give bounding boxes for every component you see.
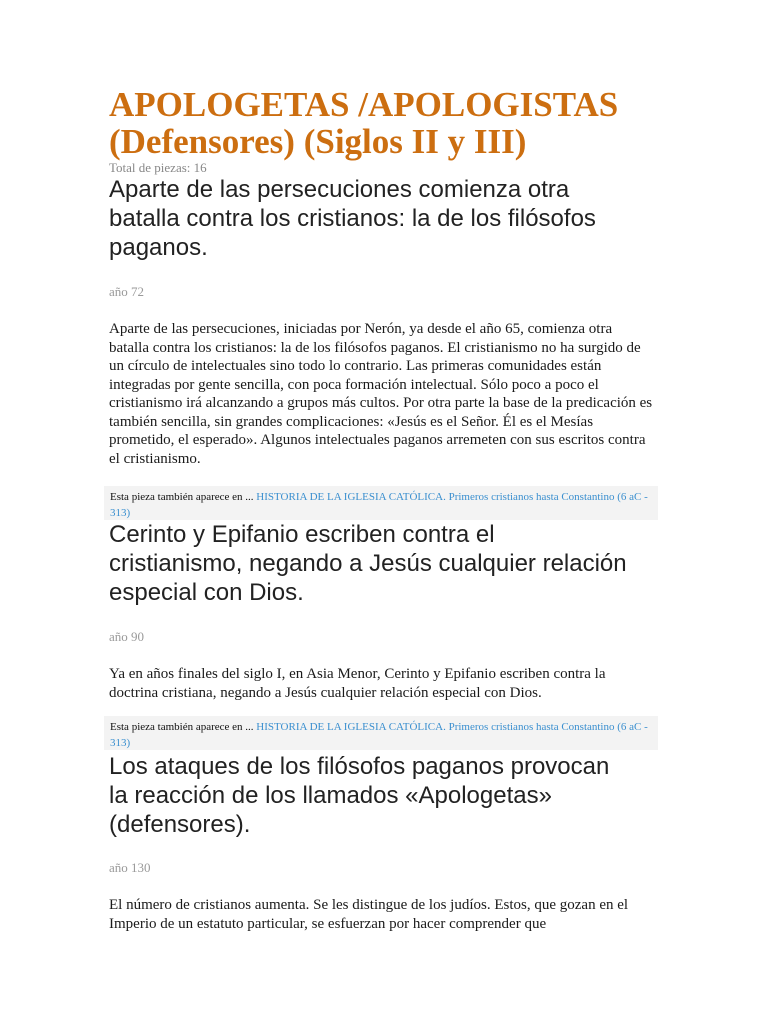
sub-collection-link[interactable]: Primeros cristianos hasta Constantino (6 aC - 313)	[110, 721, 648, 749]
sub-collection-link[interactable]: Primeros cristianos hasta Constantino (6 aC - 313)	[110, 491, 648, 519]
also-appears-box	[104, 486, 658, 520]
piece-body: Aparte de las persecuciones, iniciadas por Nerón, ya desde el año 65, comienza otra batalla contra los cristianos: la de los filósofos paganos. El cristianismo no ha surgido de un círculo de intelectuales sino todo lo contrario. Las primeras comunidades están integradas por gente sencilla, con poca formación intelectual. Sólo poco a poco el cristianismo irá alcanzando a grupos más cultos. Por otra parte la base de la predicación es también sencilla, sin grandes complicaciones: «Jesús es el Señor. Él es el Mesías prometido, el esperado». Algunos intelectuales paganos arremeten con sus escritos contra el cristianismo.	[109, 321, 653, 467]
piece-body: Ya en años finales del siglo I, en Asia Menor, Cerinto y Epifanio escriben contra la doctrina cristiana, negando a Jesús cualquier relación especial con Dios.	[109, 666, 606, 701]
piece-title: Aparte de las persecuciones comienza otra batalla contra los cristianos: la de los filósofos paganos.	[109, 176, 596, 261]
total-pieces	[109, 160, 207, 176]
total-pieces-label: Total de piezas:	[109, 160, 191, 175]
also-appears-box	[104, 716, 658, 750]
also-appears-label: Esta pieza también aparece en ...	[110, 721, 254, 733]
collection-link[interactable]: HISTORIA DE LA IGLESIA CATÓLICA.	[256, 721, 446, 733]
also-appears-label: Esta pieza también aparece en ...	[110, 491, 254, 503]
piece-year: año 72	[109, 284, 145, 299]
page-title: APOLOGETAS /APOLOGISTAS (Defensores) (Siglos II y III)	[109, 85, 619, 161]
piece-year: año 130	[109, 860, 151, 875]
piece-year: año 90	[109, 629, 145, 644]
piece-title: Los ataques de los filósofos paganos provocan la reacción de los llamados «Apologetas» (defensores).	[109, 753, 610, 838]
collection-link[interactable]: HISTORIA DE LA IGLESIA CATÓLICA.	[256, 491, 446, 503]
piece-title: Cerinto y Epifanio escriben contra el cristianismo, negando a Jesús cualquier relación especial con Dios.	[109, 521, 627, 606]
total-pieces-value: 16	[193, 160, 207, 175]
piece-body: El número de cristianos aumenta. Se les distingue de los judíos. Estos, que gozan en el Imperio de un estatuto particular, se esfuerzan por hacer comprender que	[109, 897, 629, 932]
